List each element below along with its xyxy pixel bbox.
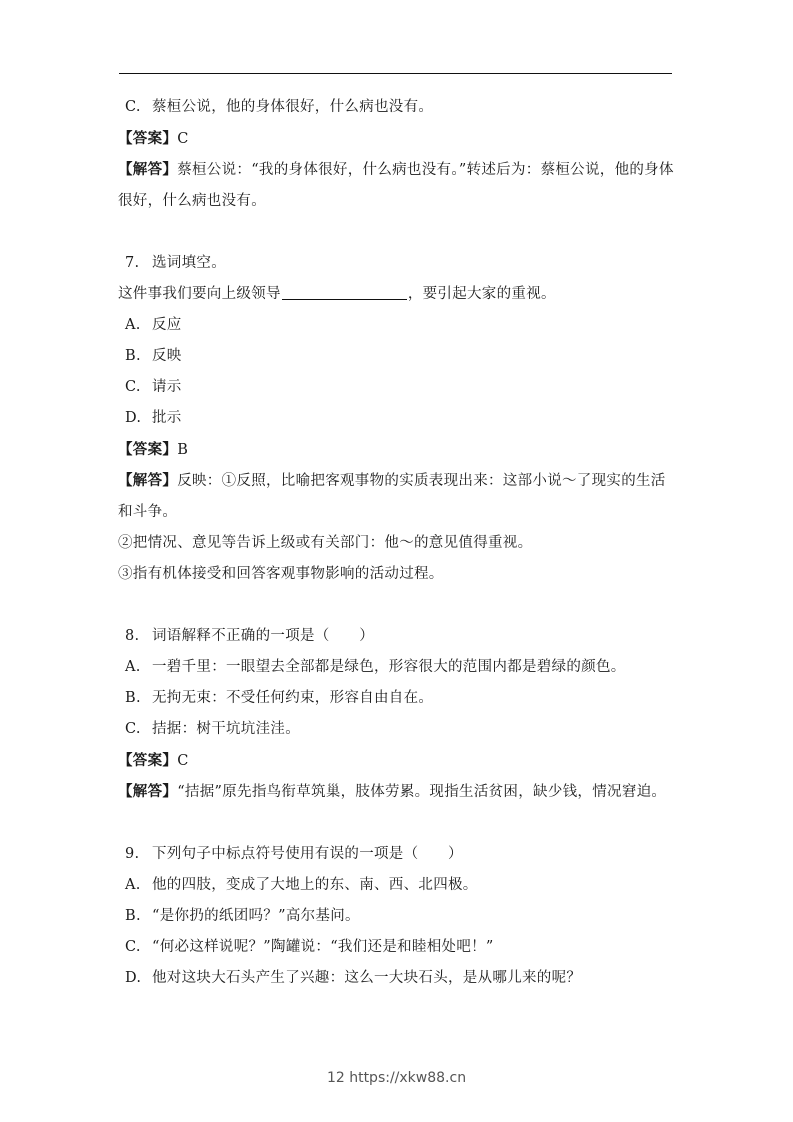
q9-title: [118, 839, 674, 870]
q7-explanation: [118, 465, 674, 528]
answer-value: C: [177, 753, 189, 769]
q7-option-c: [118, 372, 674, 403]
option-letter: C.: [125, 379, 141, 395]
answer-label: 【答案】: [118, 441, 178, 458]
q7-title: [118, 248, 674, 279]
explanation-label: 【解答】: [118, 783, 178, 800]
q7-explanation-3: [118, 559, 674, 590]
question-9: [118, 839, 674, 994]
page-footer: 12 https://xkw88.cn: [326, 1070, 467, 1086]
q9-option-c: [118, 932, 674, 963]
question-title: 选词填空。: [152, 255, 226, 271]
option-letter: A.: [125, 659, 141, 675]
question-7: [118, 248, 674, 590]
q7-sentence: [118, 279, 674, 310]
option-text: 反应: [152, 317, 182, 333]
option-letter: B.: [125, 908, 141, 924]
q9-option-b: [118, 901, 674, 932]
option-letter: C.: [125, 99, 141, 115]
answer-label: 【答案】: [118, 130, 178, 147]
spacer: [118, 217, 674, 248]
spacer: [118, 590, 674, 621]
option-text: 拮据：树干坑坑洼洼。: [152, 721, 300, 737]
option-letter: B.: [125, 690, 141, 706]
explanation-label: 【解答】: [118, 161, 178, 178]
fill-blank: [282, 281, 407, 300]
option-text: 一碧千里：一眼望去全部都是绿色，形容很大的范围内都是碧绿的颜色。: [152, 659, 626, 675]
q7-answer: [118, 434, 674, 465]
question-6-tail: [118, 92, 674, 217]
option-text: 批示: [152, 410, 182, 426]
q7-explanation-2: [118, 528, 674, 559]
option-text: “是你扔的纸团吗？”高尔基问。: [152, 908, 360, 924]
question-number: 7.: [125, 255, 140, 271]
question-8: [118, 621, 674, 808]
option-text: 请示: [152, 379, 182, 395]
explanation-text: ③指有机体接受和回答客观事物影响的活动过程。: [118, 566, 444, 582]
option-letter: C.: [125, 721, 141, 737]
explanation-label: 【解答】: [118, 472, 178, 489]
question-number: 8.: [125, 628, 140, 644]
option-letter: A.: [125, 877, 141, 893]
option-text: “何必这样说呢？”陶罐说：“我们还是和睦相处吧！”: [152, 939, 494, 955]
option-letter: A.: [125, 317, 141, 333]
explanation-text: “拮据”原先指鸟衔草筑巢，肢体劳累。现指生活贫困，缺少钱，情况窘迫。: [177, 784, 667, 800]
option-text: 反映: [152, 348, 182, 364]
question-title: 词语解释不正确的一项是（ ）: [152, 628, 374, 644]
q8-option-c: [118, 714, 674, 745]
explanation-text: 蔡桓公说：“我的身体很好，什么病也没有。”转述后为：蔡桓公说，他的身体很好，什么病也没有。: [118, 162, 674, 209]
q6-answer: [118, 123, 674, 154]
q6-option-c: [118, 92, 674, 123]
q7-option-a: [118, 310, 674, 341]
option-letter: D.: [125, 970, 142, 986]
header-rule: [119, 73, 672, 74]
option-letter: D.: [125, 410, 142, 426]
q9-option-a: [118, 870, 674, 901]
spacer: [118, 808, 674, 839]
option-text: 蔡桓公说，他的身体很好，什么病也没有。: [152, 99, 434, 115]
q7-option-b: [118, 341, 674, 372]
q8-title: [118, 621, 674, 652]
q8-option-a: [118, 652, 674, 683]
q8-explanation: [118, 776, 674, 808]
option-text: 他的四肢，变成了大地上的东、南、西、北四极。: [152, 877, 478, 893]
option-letter: C.: [125, 939, 141, 955]
question-title: 下列句子中标点符号使用有误的一项是（ ）: [152, 846, 463, 862]
option-text: 无拘无束：不受任何约束，形容自由自在。: [152, 690, 434, 706]
q9-option-d: [118, 963, 674, 994]
sentence-after: ，要引起大家的重视。: [407, 286, 556, 302]
option-letter: B.: [125, 348, 141, 364]
q8-option-b: [118, 683, 674, 714]
explanation-text: 反映：①反照，比喻把客观事物的实质表现出来：这部小说～了现实的生活和斗争。: [118, 473, 666, 520]
q8-answer: [118, 745, 674, 776]
answer-value: C: [177, 131, 189, 147]
answer-value: B: [177, 442, 189, 458]
option-text: 他对这块大石头产生了兴趣：这么一大块石头，是从哪儿来的呢？: [152, 970, 582, 986]
q6-explanation: [118, 154, 674, 217]
question-number: 9.: [125, 846, 140, 862]
q7-option-d: [118, 403, 674, 434]
document-body: [118, 92, 674, 994]
answer-label: 【答案】: [118, 752, 178, 769]
sentence-before: 这件事我们要向上级领导: [118, 286, 281, 302]
explanation-text: ②把情况、意见等告诉上级或有关部门：他～的意见值得重视。: [118, 535, 533, 551]
